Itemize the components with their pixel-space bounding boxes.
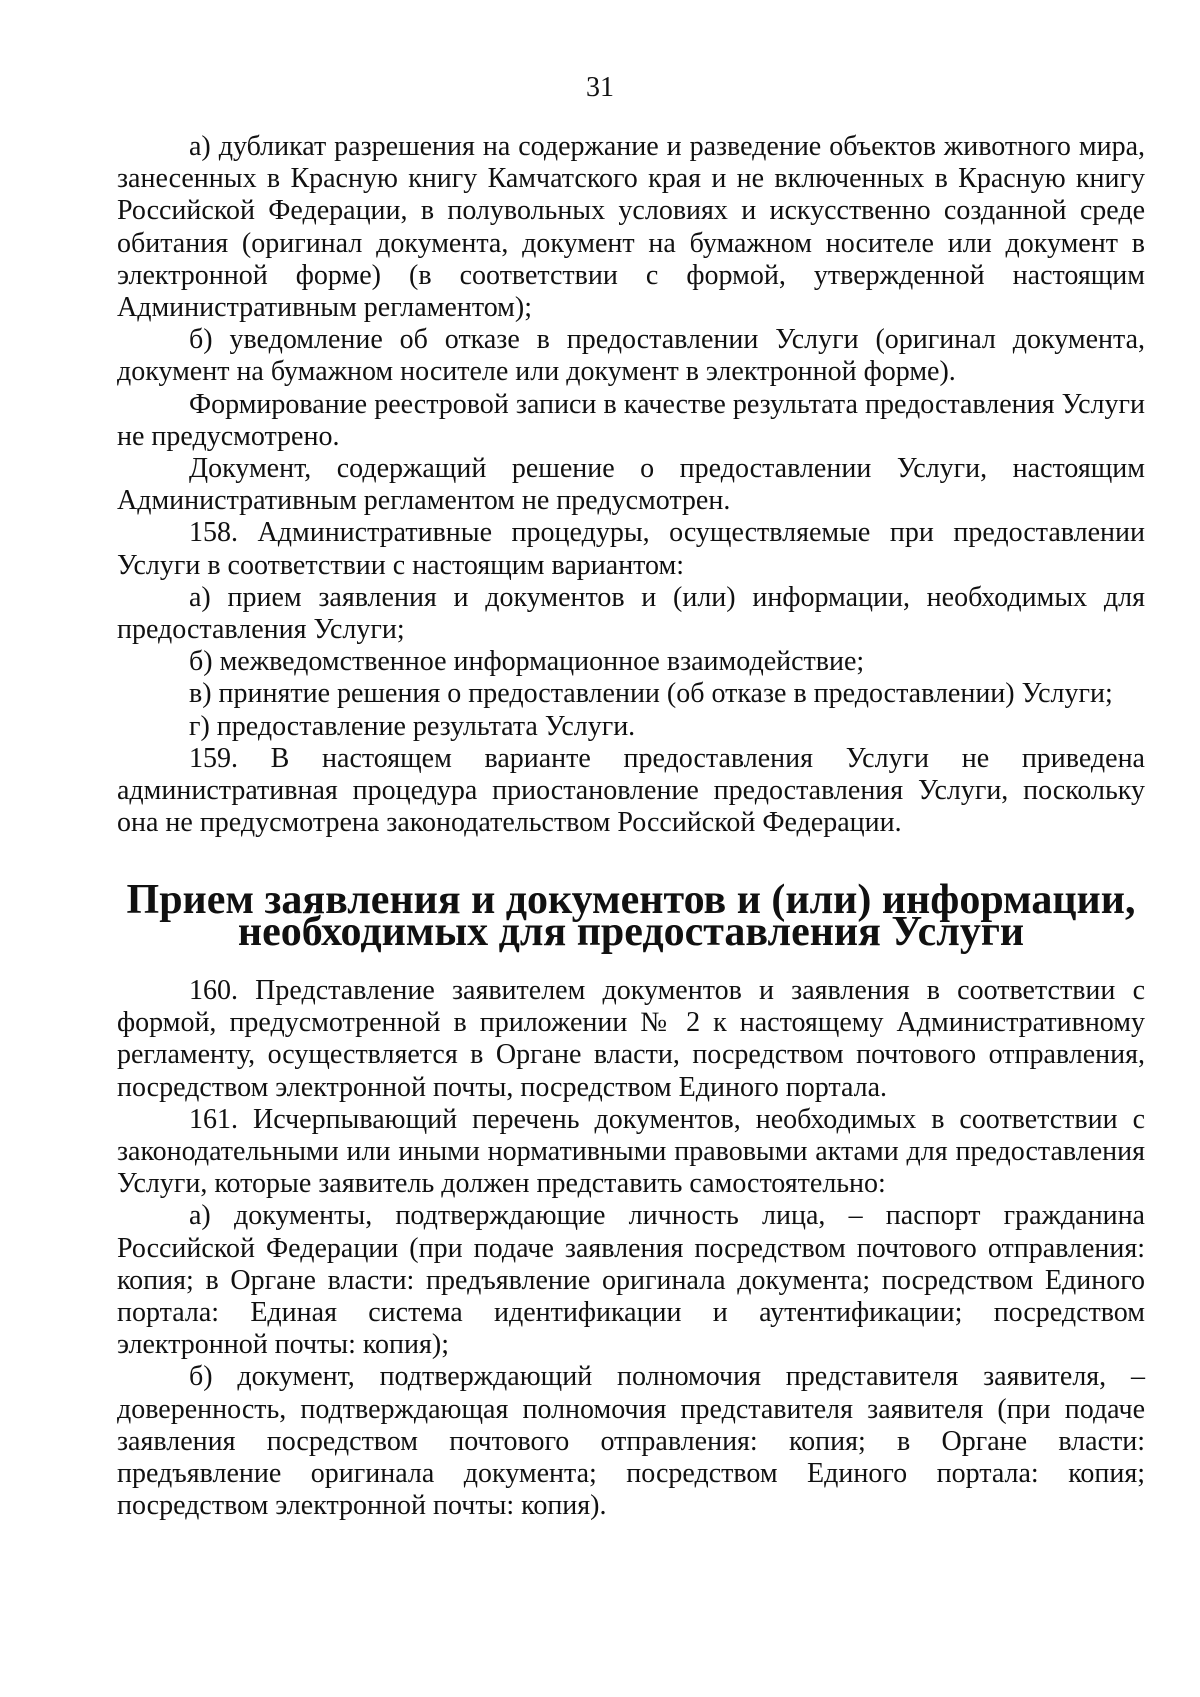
paragraph-159: 159. В настоящем варианте предоставления Услуги не приведена административная процедура приостановление предоставления Услуги, поскольку она не предусмотрена законодательством Российской Федерации. (117, 742, 1145, 839)
body-text-bottom (117, 975, 1145, 1522)
paragraph-160: 160. Представление заявителем документов и заявления в соответствии с формой, предусмотренной в приложении № 2 к настоящему Административному регламенту, осуществляется в Органе власти, посредством почтового отправления, посредством электронной почты, посредством Единого портала. (117, 975, 1145, 1103)
paragraph-158-b: б) межведомственное информационное взаимодействие; (189, 646, 865, 678)
paragraph-result-duplicate: а) дубликат разрешения на содержание и разведение объектов животного мира, занесенных в Красную книгу Камчатского края и не включенных в Красную книгу Российской Федерации, в полувольных условиях и искусственно созданной среде обитания (оригинал документа, документ на бумажном носителе или документ в электронной форме) (в соответствии с формой, утвержденной настоящим Административным регламентом); (117, 131, 1145, 324)
section-heading: Прием заявления и документов и (или) информации, необходимых для предоставления Услуги (126, 877, 1136, 955)
paragraph-161: 161. Исчерпывающий перечень документов, необходимых в соответствии с законодательными или иными нормативными правовыми актами для предоставления Услуги, которые заявитель должен представить самостоятельно: (117, 1103, 1145, 1200)
paragraph-decision-document: Документ, содержащий решение о предоставлении Услуги, настоящим Административным регламентом не предусмотрен. (117, 453, 1145, 517)
paragraph-161-a: а) документы, подтверждающие личность лица, – паспорт гражданина Российской Федерации (при подаче заявления посредством почтового отправления: копия; в Органе власти: предъявление оригинала документа; посредством Единого портала: Единая система идентификации и аутентификации; посредством электронной почты: копия); (117, 1200, 1145, 1361)
paragraph-158-a: а) прием заявления и документов и (или) информации, необходимых для предоставления Услуги; (117, 581, 1145, 646)
paragraph-158-g: г) предоставление результата Услуги. (189, 710, 636, 742)
body-text-top (117, 131, 1145, 839)
paragraph-158: 158. Административные процедуры, осуществляемые при предоставлении Услуги в соответствии с настоящим вариантом: (117, 517, 1145, 581)
paragraph-158-v: в) принятие решения о предоставлении (об отказе в предоставлении) Услуги; (189, 678, 1113, 710)
page-number: 31 (586, 72, 614, 103)
paragraph-registry-record: Формирование реестровой записи в качестве результата предоставления Услуги не предусмотрено. (117, 388, 1145, 452)
paragraph-result-refusal: б) уведомление об отказе в предоставлении Услуги (оригинал документа, документ на бумажном носителе или документ в электронной форме). (117, 324, 1145, 388)
paragraph-161-b: б) документ, подтверждающий полномочия представителя заявителя, – доверенность, подтверждающая полномочия представителя заявителя (при подаче заявления посредством почтового отправления: копия; в Органе власти: предъявление оригинала документа; посредством Единого портала: копия; посредством электронной почты: копия). (117, 1361, 1145, 1522)
